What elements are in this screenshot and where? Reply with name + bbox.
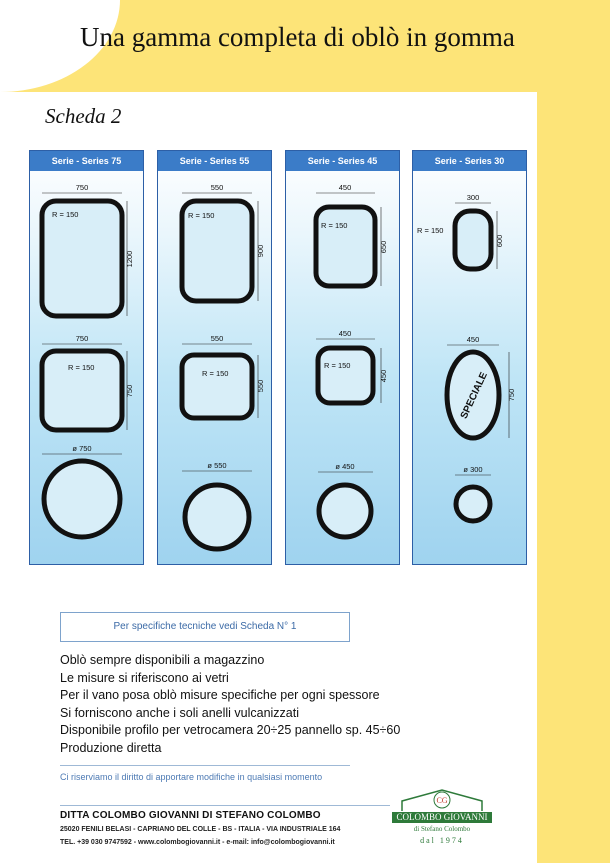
series-45-tall-window bbox=[316, 207, 375, 286]
right-yellow-band bbox=[537, 0, 610, 863]
series-30-oval-width: 450 bbox=[466, 335, 480, 344]
series-45-square-height: 450 bbox=[379, 369, 388, 383]
series-55-round-window bbox=[185, 485, 249, 549]
series-30-tall-width: 300 bbox=[466, 193, 480, 202]
series-55-square-window bbox=[182, 355, 252, 418]
series-30-oval-height: 750 bbox=[507, 388, 516, 402]
series-30-circle-diameter: ø 300 bbox=[463, 465, 483, 474]
company-logo bbox=[392, 787, 492, 849]
feature-item: Produzione diretta bbox=[60, 740, 162, 755]
series-75-tall-width: 750 bbox=[75, 183, 89, 192]
feature-item: Oblò sempre disponibili a magazzino bbox=[60, 653, 265, 667]
company-name: DITTA COLOMBO GIOVANNI DI STEFANO COLOMBO bbox=[60, 810, 321, 821]
series-55-square-radius: R = 150 bbox=[202, 369, 229, 378]
series-45-square-radius: R = 150 bbox=[324, 361, 351, 370]
series-55-square-height: 550 bbox=[256, 379, 265, 393]
company-contacts: TEL. +39 030 9747592 - www.colombogiovanni.it - e-mail: info@colombogiovanni.it bbox=[60, 839, 335, 846]
series-45-heading: Serie - Series 45 bbox=[286, 151, 399, 171]
series-55-diagram bbox=[158, 171, 271, 564]
series-45-tall-height: 650 bbox=[379, 240, 388, 254]
series-55-tall-height: 900 bbox=[256, 244, 265, 258]
series-45-square-width: 450 bbox=[338, 329, 352, 338]
series-75-square-height: 750 bbox=[125, 384, 134, 398]
footer-divider bbox=[60, 805, 390, 806]
series-30-tall-height: 600 bbox=[495, 234, 504, 248]
series-55-heading: Serie - Series 55 bbox=[158, 151, 271, 171]
page-title: Una gamma completa di oblò in gomma bbox=[80, 22, 515, 52]
series-30-round-window bbox=[456, 487, 490, 521]
feature-item: Si forniscono anche i soli anelli vulcanizzati bbox=[60, 705, 300, 720]
series-30-oval-label: SPECIALE bbox=[458, 370, 490, 421]
series-75-square-width: 750 bbox=[75, 334, 89, 343]
series-30-tall-window bbox=[455, 211, 491, 269]
series-45-round-window bbox=[319, 485, 371, 537]
logo-sub: di Stefano Colombo bbox=[413, 825, 471, 833]
series-30-heading: Serie - Series 30 bbox=[413, 151, 526, 171]
series-55-tall-radius: R = 150 bbox=[188, 211, 215, 220]
series-30-diagram bbox=[413, 171, 526, 564]
series-30-column bbox=[412, 150, 527, 565]
page-subtitle: Scheda 2 bbox=[45, 104, 122, 128]
spec-note: Per specifiche tecniche vedi Scheda N° 1 bbox=[60, 612, 350, 642]
series-45-column bbox=[285, 150, 400, 565]
series-75-tall-radius: R = 150 bbox=[52, 210, 79, 219]
series-75-circle-diameter: ø 750 bbox=[72, 444, 92, 453]
series-45-tall-width: 450 bbox=[338, 183, 352, 192]
series-30-tall-radius: R = 150 bbox=[417, 226, 444, 235]
series-45-square-window bbox=[318, 348, 373, 403]
feature-item: Per il vano posa oblò misure specifiche per ogni spessore bbox=[60, 688, 380, 703]
series-45-circle-diameter: ø 450 bbox=[335, 462, 355, 471]
feature-item: Disponibile profilo per vetrocamera 20÷25 pannello sp. 45÷60 bbox=[60, 723, 401, 738]
logo-monogram: CG bbox=[436, 796, 448, 805]
series-75-tall-height: 1200 bbox=[125, 250, 134, 268]
series-75-round-window bbox=[44, 461, 120, 537]
series-45-diagram bbox=[286, 171, 399, 564]
logo-name: COLOMBO GIOVANNI bbox=[392, 812, 492, 823]
series-45-tall-radius: R = 150 bbox=[321, 221, 348, 230]
feature-item: Le misure si riferiscono ai vetri bbox=[60, 670, 229, 685]
series-75-column bbox=[29, 150, 144, 565]
company-address: 25020 FENILI BELASI - CAPRIANO DEL COLLE - BS - ITALIA - VIA INDUSTRIALE 164 bbox=[60, 826, 341, 833]
disclaimer: Ci riserviamo il diritto di apportare modifiche in qualsiasi momento bbox=[60, 772, 323, 782]
logo-emblem bbox=[392, 787, 492, 813]
series-55-square-width: 550 bbox=[210, 334, 224, 343]
series-75-square-radius: R = 150 bbox=[68, 363, 95, 372]
divider bbox=[60, 765, 350, 766]
series-55-tall-width: 550 bbox=[210, 183, 224, 192]
series-75-heading: Serie - Series 75 bbox=[30, 151, 143, 171]
features-list bbox=[60, 652, 400, 758]
series-75-diagram bbox=[30, 171, 143, 564]
series-55-column bbox=[157, 150, 272, 565]
series-55-circle-diameter: ø 550 bbox=[207, 461, 227, 470]
logo-year: dal 1974 bbox=[420, 836, 464, 845]
